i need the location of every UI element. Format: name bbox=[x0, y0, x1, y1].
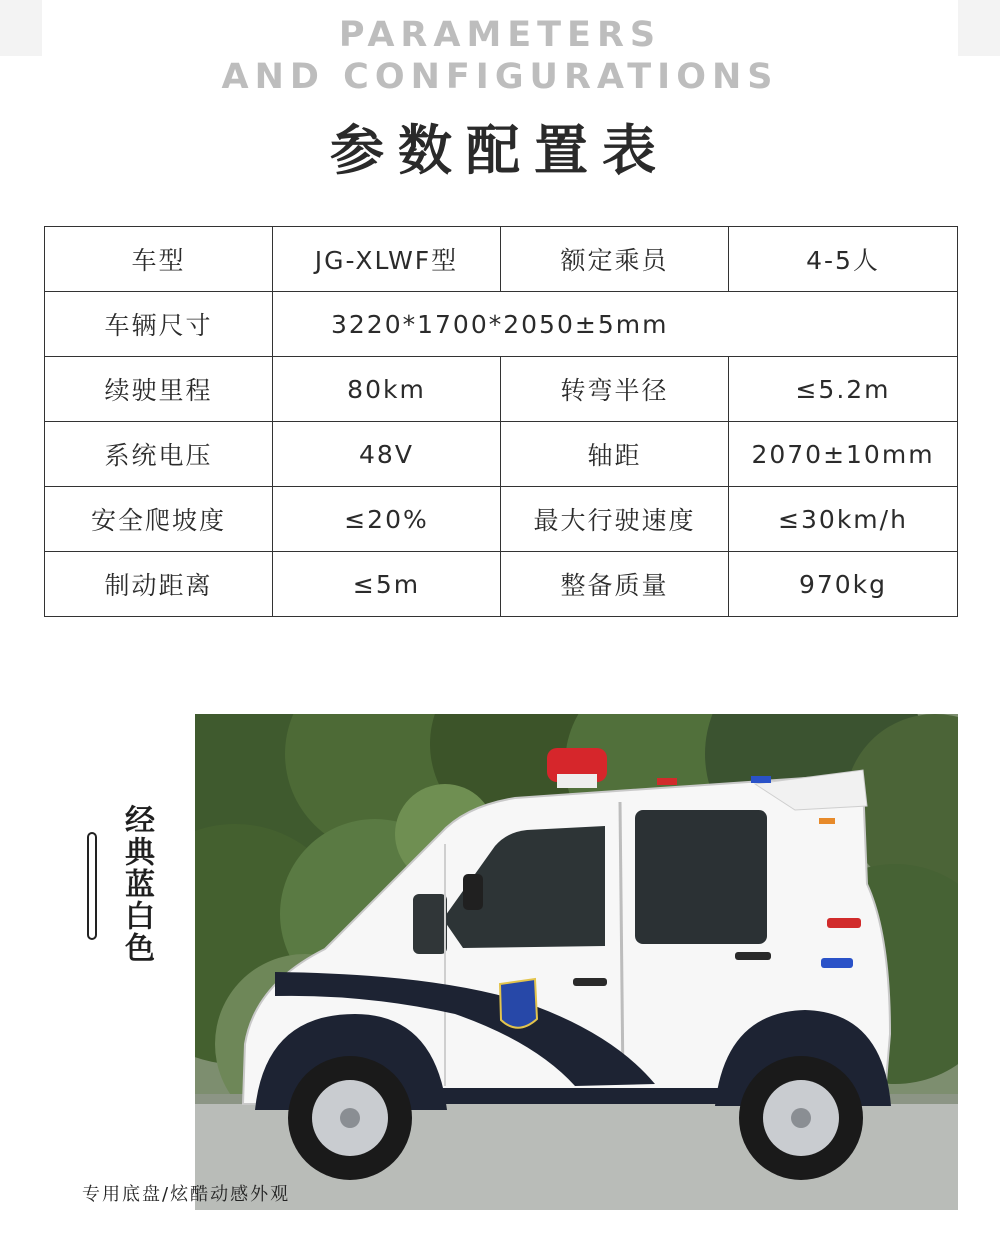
spec-value: 48V bbox=[273, 422, 501, 487]
side-accent-bar bbox=[87, 832, 97, 940]
spec-value: 80km bbox=[273, 357, 501, 422]
feature-caption: 专用底盘/炫酷动感外观 bbox=[82, 1184, 291, 1205]
spec-value: 2070±10mm bbox=[729, 422, 958, 487]
table-row bbox=[45, 552, 958, 617]
spec-value: 970kg bbox=[729, 552, 958, 617]
table-row bbox=[45, 422, 958, 487]
heading-cn-title: 参数配置表 bbox=[330, 119, 670, 182]
spec-label: 续驶里程 bbox=[45, 357, 273, 422]
spec-label: 车辆尺寸 bbox=[45, 292, 273, 357]
spec-value: ≤5.2m bbox=[729, 357, 958, 422]
spec-label: 额定乘员 bbox=[501, 227, 729, 292]
spec-label: 整备质量 bbox=[501, 552, 729, 617]
spec-label: 转弯半径 bbox=[501, 357, 729, 422]
spec-value: ≤20% bbox=[273, 487, 501, 552]
table-row bbox=[45, 227, 958, 292]
spec-label: 制动距离 bbox=[45, 552, 273, 617]
heading-en-line2: AND CONFIGURATIONS bbox=[221, 57, 779, 97]
spec-value: JG-XLWF型 bbox=[273, 227, 501, 292]
spec-label: 轴距 bbox=[501, 422, 729, 487]
spec-value: ≤5m bbox=[273, 552, 501, 617]
table-row bbox=[45, 487, 958, 552]
table-row bbox=[45, 357, 958, 422]
spec-label: 车型 bbox=[45, 227, 273, 292]
heading-en-line1: PARAMETERS bbox=[338, 15, 662, 55]
spec-label: 系统电压 bbox=[45, 422, 273, 487]
spec-label: 安全爬坡度 bbox=[45, 487, 273, 552]
spec-table bbox=[44, 226, 958, 617]
spec-value: ≤30km/h bbox=[729, 487, 958, 552]
spec-label: 最大行驶速度 bbox=[501, 487, 729, 552]
spec-value: 3220*1700*2050±5mm bbox=[273, 292, 958, 357]
color-variant-label: 经典蓝白色 bbox=[119, 804, 154, 964]
table-row bbox=[45, 292, 958, 357]
spec-value: 4-5人 bbox=[729, 227, 958, 292]
vehicle-photo bbox=[195, 714, 958, 1210]
